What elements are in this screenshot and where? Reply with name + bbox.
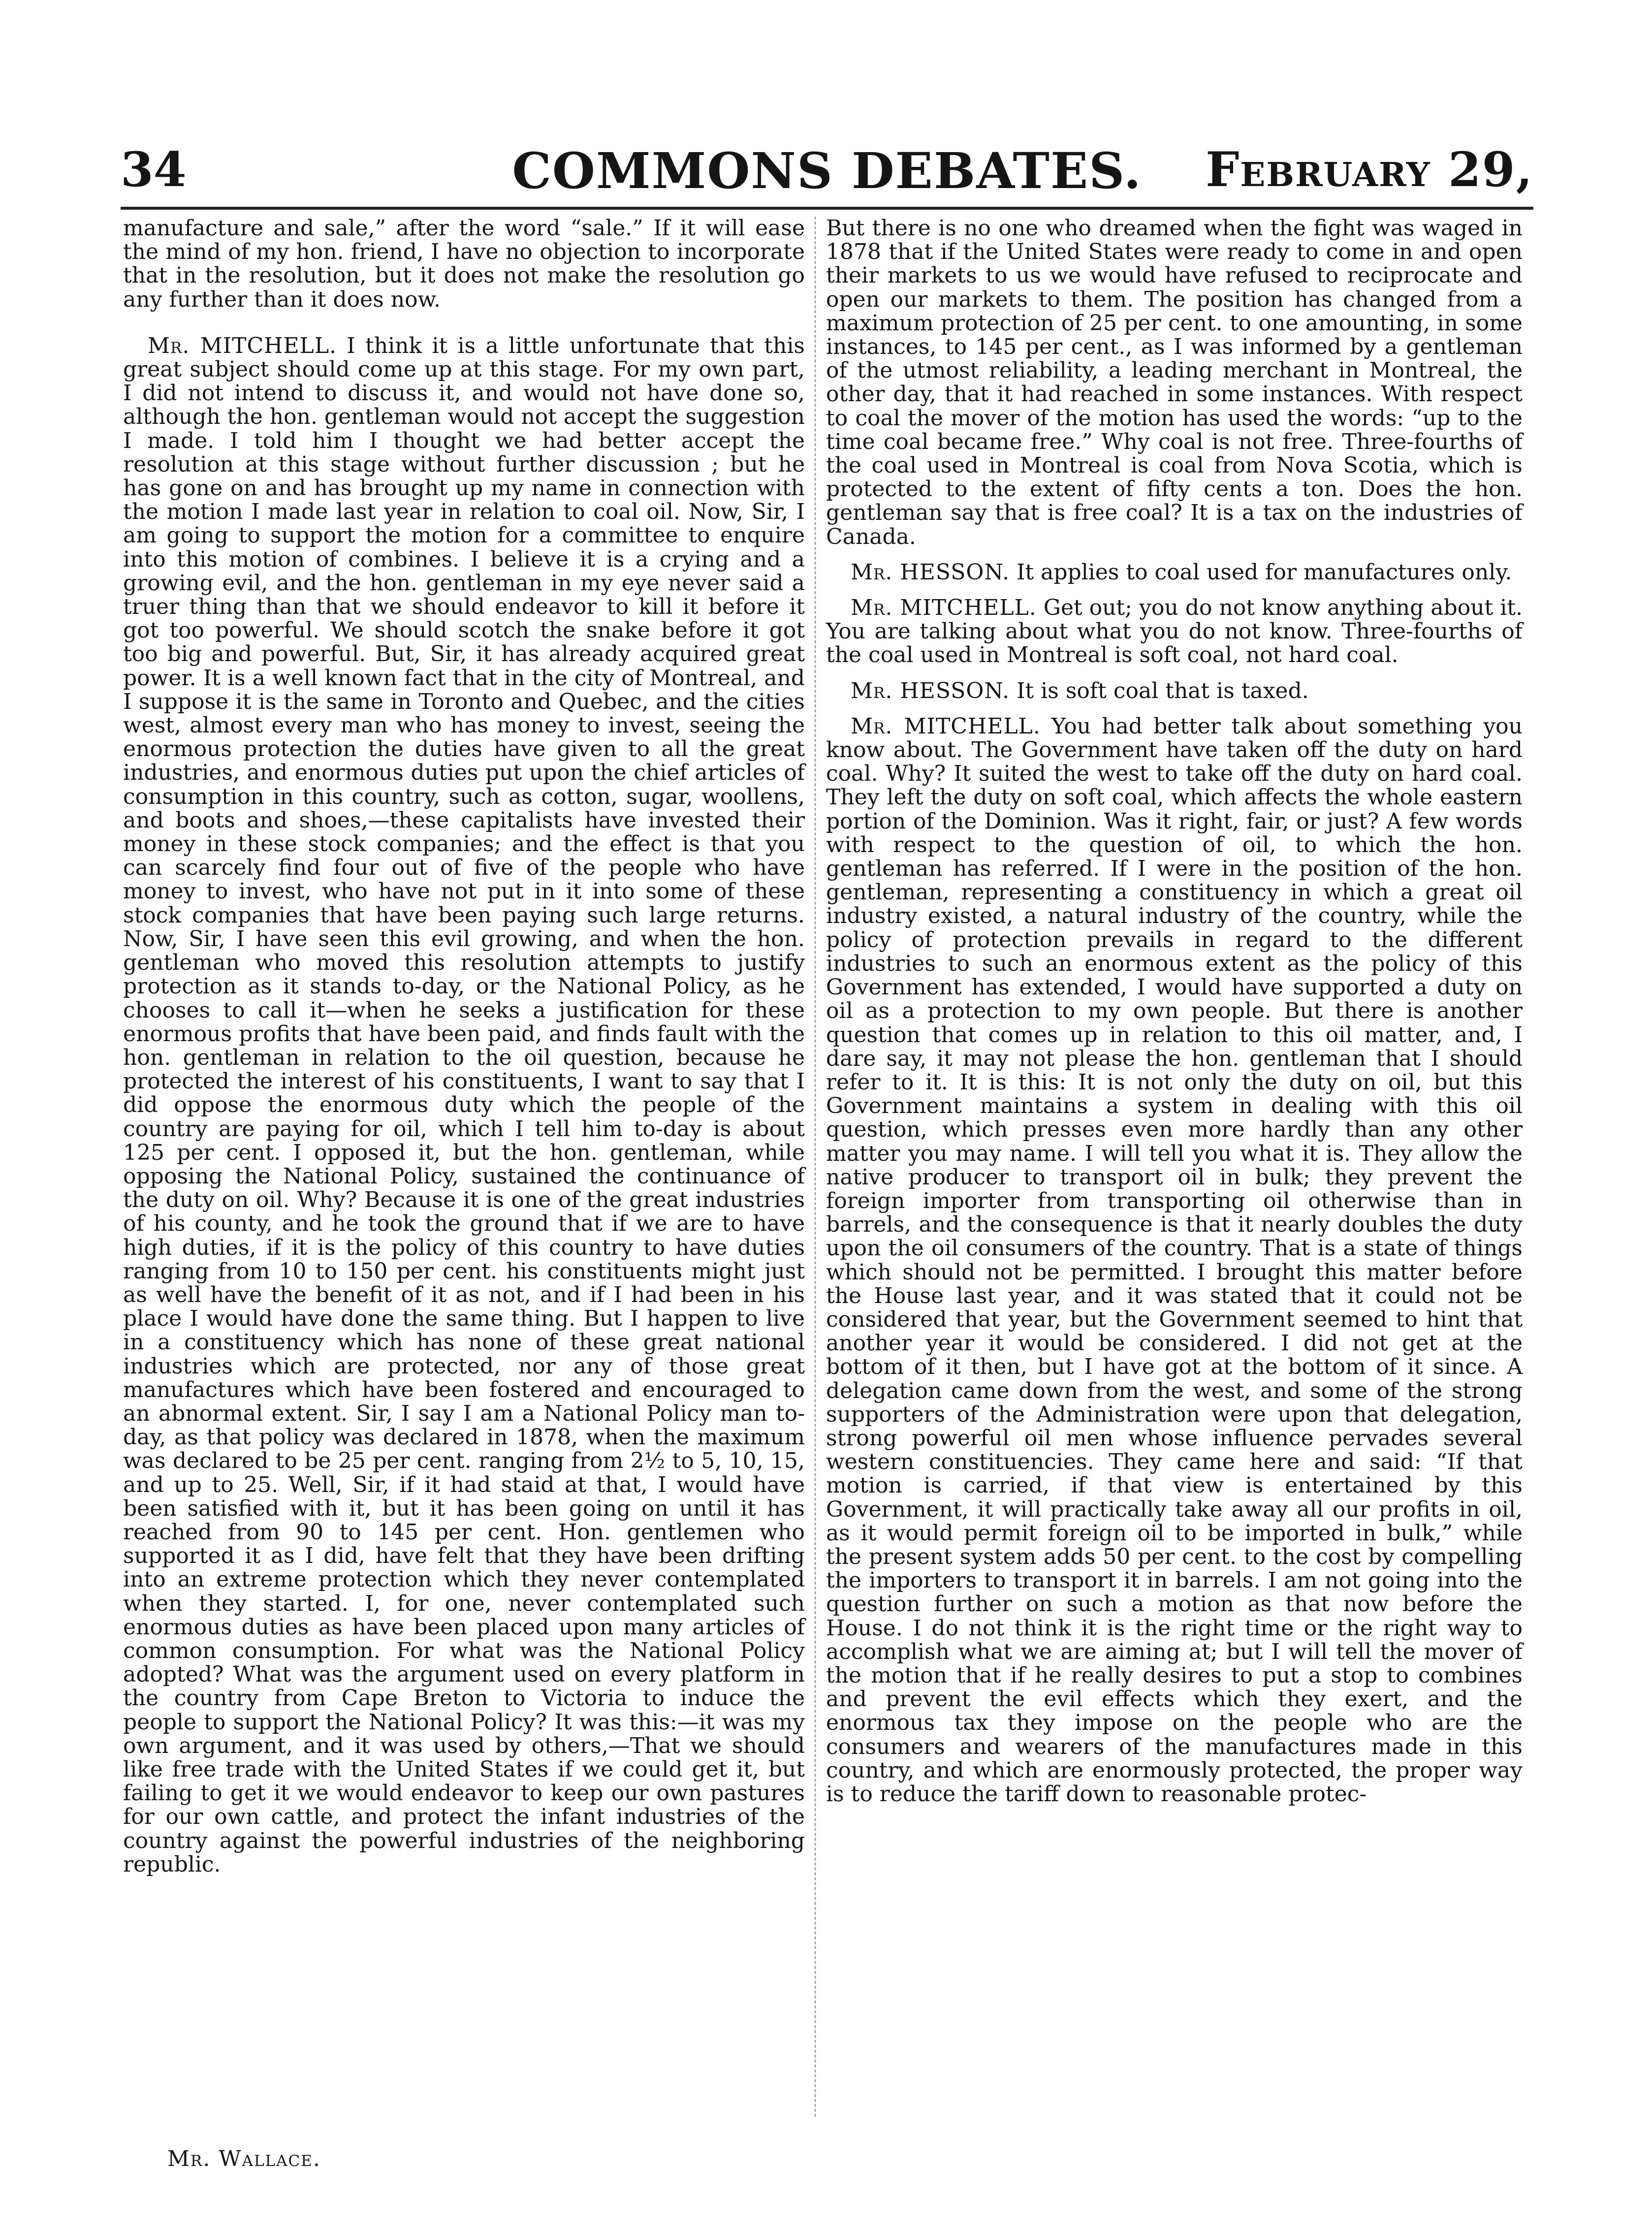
right-column	[826, 217, 1523, 1806]
footer-signature: Mr. Wallace.	[167, 2146, 321, 2171]
paragraph-text: Get out; you do not know anything about it. You are talking about what you do not know. Three-fourths of the coal used in Montreal is soft coal, not hard coal.	[826, 595, 1523, 668]
paragraph-text: It is soft coal that is taxed.	[1017, 678, 1309, 703]
header-rule	[121, 207, 1533, 210]
paragraph-text: I think it is a little unfortunate that this great subject should come up at this stage. For my own part, I did not intend to discuss it, and would not have done so, although the hon. gentleman would not accept the suggestion I made. I told him I thought we had better accept the resolution at this stage without further discussion ; but he has gone on and has brought up my name in connection with the motion I made last year in relation to coal oil. Now, Sir, I am going to support the motion for a committee to enquire into this motion of combines. I believe it is a crying and a growing evil, and the hon. gentleman in my eye never said a truer thing than that we should endeavor to kill it before it got too powerful. We should scotch the snake before it got too big and powerful. But, Sir, it has already acquired great power. It is a well known fact that in the city of Montreal, and I suppose it is the same in Toronto and Quebec, and the cities west, almost every man who has money to invest, seeing the enormous protection the duties have given to all the great industries, and enormous duties put upon the chief articles of consumption in this country, such as cotton, sugar, woollens, and boots and shoes,—these capitalists have invested their money in these stock companies; and the effect is that you can scarcely find four out of five of the people who have money to invest, who have not put in it into some of these stock companies that have been paying such large returns. Now, Sir, I have seen this evil growing, and when the hon. gentleman who moved this resolution attempts to justify protection as it stands to-day, or the National Policy, as he chooses to call it—when he seeks a justification for these enormous profits that have been paid, and finds fault with the hon. gentleman in relation to the oil question, because he protected the interest of his constituents, I want to say that I did oppose the enormous duty which the people of the country are paying for oil, which I tell him to-day is about 125 per cent. I opposed it, but the hon. gentleman, while opposing the National Policy, sustained the continuance of the duty on oil. Why? Because it is one of the great industries of his county, and he took the ground that if we are to have high duties, if it is the policy of this country to have duties ranging from 10 to 150 per cent. his constituents might just as well have the benefit of it as not, and if I had been in his place I would have done the same thing. But I happen to live in a constituency which has none of these great national industries which are protected, nor any of those great manufactures which have been fostered and encouraged to an abnormal extent. Sir, I say I am a National Policy man to-day, as that policy was declared in 1878, when the maximum was declared to be 25 per cent. ranging from 2½ to 5, 10, 15, and up to 25. Well, Sir, if it had staid at that, I would have been satisfied with it, but it has been going on until it has reached from 90 to 145 per cent. Hon. gentlemen who supported it as I did, have felt that they have been drifting into an extreme protection which they never contemplated when they started. I, for one, never contemplated such enormous duties as have been placed upon many articles of common consumption. For what was the National Policy adopted? What was the argument used on every platform in the country from Cape Breton to Victoria to induce the people to support the National Policy? It was this:—it was my own argument, and it was used by others,—That we should like free trade with the United States if we could get it, but failing to get it we would endeavor to keep our own pastures for our own cattle, and protect the infant industries of the country against the powerful industries of the neighboring republic.	[123, 333, 805, 1877]
paragraph	[123, 217, 805, 312]
paragraph	[826, 596, 1523, 668]
page-header	[121, 138, 1533, 202]
paragraph-text: It applies to coal used for manufactures only.	[1017, 559, 1512, 585]
paragraph	[826, 217, 1523, 549]
paragraph	[123, 334, 805, 1877]
running-title: COMMONS DEBATES.	[512, 142, 1142, 200]
header-date: February 29,	[1206, 142, 1533, 197]
speaker-name: Mr. HESSON.	[851, 678, 1010, 703]
paragraph	[826, 715, 1523, 1806]
speaker-name: Mr. MITCHELL.	[851, 713, 1041, 739]
paragraph	[826, 561, 1523, 584]
column-divider	[815, 217, 816, 2117]
paragraph-text: manufacture and sale,” after the word “sale.” If it will ease the mind of my hon. friend, I have no objection to incorporate that in the resolution, but it does not make the resolution go any further than it does now.	[123, 216, 805, 312]
paragraph	[826, 679, 1523, 703]
speaker-name: Mr. HESSON.	[851, 559, 1010, 585]
speaker-name: Mr. MITCHELL.	[851, 595, 1037, 621]
page-number: 34	[121, 142, 187, 197]
speaker-name: Mr. MITCHELL.	[148, 333, 337, 358]
left-column	[123, 217, 805, 1877]
paragraph-text: You had better talk about something you know about. The Government have taken off the duty on hard coal. Why? It suited the west to take off the duty on hard coal. They left the duty on soft coal, which affects the whole eastern portion of the Dominion. Was it right, fair, or just? A few words with respect to the question of oil, to which the hon. gentleman has referred. If I were in the position of the hon. gentleman, representing a constituency in which a great oil industry existed, a natural industry of the country, while the policy of protection prevails in regard to the different industries to such an enormous extent as the policy of this Government has extended, I would have supported a duty on oil as a protection to my own people. But there is another question that comes up in relation to this oil matter, and, I dare say, it may not please the hon. gentleman that I should refer to it. It is this: It is not only the duty on oil, but this Government maintains a system in dealing with this oil question, which presses even more hardly than any other matter you may name. I will tell you what it is. They allow the native producer to transport oil in bulk; they prevent the foreign importer from transporting oil otherwise than in barrels, and the consequence is that it nearly doubles the duty upon the oil consumers of the country. That is a state of things which should not be permitted. I brought this matter before the House last year, and it was stated that it could not be considered that year, but the Government seemed to hint that another year it would be considered. I did not get at the bottom of it then, but I have got at the bottom of it since. A delegation came down from the west, and some of the strong supporters of the Administration were upon that delegation, strong powerful oil men whose influence pervades several western constituencies. They came here and said: “If that motion is carried, if that view is entertained by this Government, it will practically take away all our profits in oil, as it would permit foreign oil to be imported in bulk,” while the present system adds 50 per cent. to the cost by compelling the importers to transport it in barrels. I am not going into the question further on such a motion as that now before the House. I do not think it is the right time or the right way to accomplish what we are aiming at; but I will tell the mover of the motion that if he really desires to put a stop to combines and prevent the evil effects which they exert, and the enormous tax they impose on the people who are the consumers and wearers of the manufactures made in this country, and which are enormously protected, the proper way is to reduce the tariff down to reasonable protec-	[826, 713, 1523, 1807]
paragraph-text: But there is no one who dreamed when the fight was waged in 1878 that if the United States were ready to come in and open their markets to us we would have refused to reciprocate and open our markets to them. The position has changed from a maximum protection of 25 per cent. to one amounting, in some instances, to 145 per cent., as I was informed by a gentleman of the utmost reliability, a leading merchant in Montreal, the other day, that it had reached in some instances. With respect to coal the mover of the motion has used the words: “up to the time coal became free.” Why coal is not free. Three-fourths of the coal used in Montreal is coal from Nova Scotia, which is protected to the extent of fifty cents a ton. Does the hon. gentleman say that is free coal? It is a tax on the industries of Canada.	[826, 216, 1523, 549]
